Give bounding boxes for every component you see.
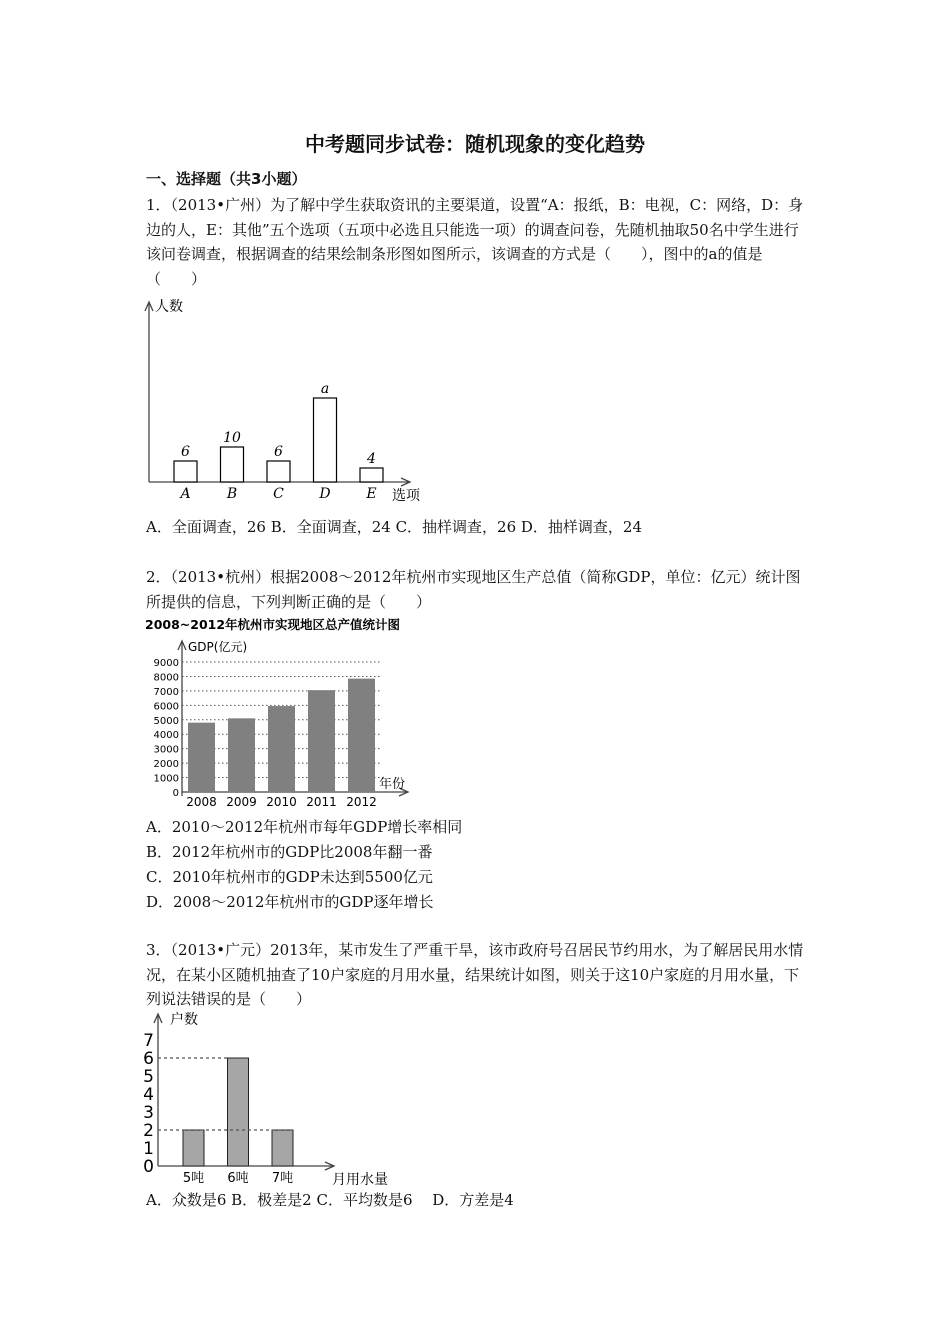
question-2-option-a: A．2010～2012年杭州市每年GDP增长率相同 (146, 818, 463, 836)
y-tick-5000: 5000 (153, 715, 179, 727)
question-2-option-c: C．2010年杭州市的GDP未达到5500亿元 (146, 868, 433, 886)
y-tick-6000: 6000 (153, 701, 179, 713)
x-tick-D: D (319, 486, 331, 502)
x-tick-5吨: 5吨 (182, 1171, 205, 1186)
y-tick-4: 4 (143, 1085, 154, 1105)
x-axis-label: 年份 (379, 777, 406, 792)
bar-2011 (308, 690, 335, 792)
y-tick-9000: 9000 (153, 658, 179, 669)
y-tick-7: 7 (143, 1031, 154, 1051)
bar-2010 (268, 706, 295, 792)
data-label-D: a (320, 381, 330, 397)
bar-B (221, 447, 244, 482)
y-tick-0: 0 (172, 788, 179, 799)
y-axis-label: GDP(亿元) (188, 640, 248, 654)
x-tick-2010: 2010 (266, 795, 297, 809)
question-3-text: 3．（2013•广元）2013年，某市发生了严重干旱，该市政府号召居民节约用水，为了解居民用水情况，在某小区随机抽查了10户家庭的月用水量，结果统计如图，则关于这10户家庭的月用水量，下列说法错误的是（ ） (146, 941, 804, 1008)
y-axis-label: 户数 (170, 1012, 198, 1028)
x-tick-6吨: 6吨 (227, 1171, 249, 1186)
bar-2008 (188, 723, 215, 792)
x-axis-label: 选项 (392, 488, 420, 504)
y-axis-label: 人数 (155, 299, 183, 315)
page-title: 中考题同步试卷：随机现象的变化趋势 (305, 132, 645, 156)
data-label-E: 4 (367, 451, 376, 467)
bar-A (174, 461, 197, 482)
y-tick-4000: 4000 (153, 730, 179, 742)
y-tick-8000: 8000 (153, 672, 179, 684)
x-tick-2008: 2008 (186, 795, 217, 809)
bar-5吨 (183, 1130, 204, 1166)
question-2-text: 2．（2013•杭州）根据2008～2012年杭州市实现地区生产总值（简称GDP，单位：亿元）统计图所提供的信息，下列判断正确的是（ ） (146, 568, 801, 611)
data-label-C: 6 (274, 444, 283, 460)
bar-7吨 (272, 1130, 293, 1166)
y-tick-7000: 7000 (153, 686, 179, 698)
y-tick-0: 0 (143, 1157, 154, 1177)
x-tick-2011: 2011 (306, 795, 337, 809)
data-label-A: 6 (181, 444, 190, 460)
x-tick-C: C (273, 486, 284, 502)
y-tick-2000: 2000 (153, 759, 179, 771)
x-tick-2012: 2012 (346, 795, 377, 809)
y-tick-6: 6 (143, 1049, 154, 1069)
chart-2-gdp-bar-chart (140, 615, 430, 813)
y-tick-5: 5 (143, 1067, 154, 1087)
bar-2009 (228, 718, 255, 792)
y-tick-3: 3 (143, 1103, 154, 1123)
question-2-option-d: D．2008～2012年杭州市的GDP逐年增长 (146, 893, 434, 911)
question-2-option-b: B．2012年杭州市的GDP比2008年翻一番 (146, 843, 433, 861)
data-label-B: 10 (223, 430, 241, 446)
chart-3-water-usage-bar-chart (138, 1010, 408, 1190)
y-tick-1000: 1000 (153, 773, 179, 785)
bar-6吨 (228, 1058, 249, 1166)
bar-2012 (348, 679, 375, 792)
question-1-text: 1．（2013•广州）为了解中学生获取资讯的主要渠道，设置“A：报纸，B：电视，C：网络，D：身边的人，E：其他”五个选项（五项中必选且只能选一项）的调查问卷，先随机抽取50名中学生进行该问卷调查，根据调查的结果绘制条形图如图所示，该调查的方式是（ ），图中的a的值是（ ） (146, 196, 804, 288)
y-tick-3000: 3000 (153, 744, 179, 756)
question-1-options: A．全面调查，26 B．全面调查，24 C．抽样调查，26 D．抽样调查，24 (146, 518, 643, 536)
bar-D (314, 398, 337, 482)
y-tick-1: 1 (143, 1139, 154, 1159)
chart-1-survey-bar-chart (130, 292, 440, 507)
question-3-options: A．众数是6 B．极差是2 C．平均数是6 D．方差是4 (146, 1191, 514, 1209)
x-tick-A: A (180, 486, 191, 502)
x-tick-2009: 2009 (226, 795, 257, 809)
y-tick-2: 2 (143, 1121, 154, 1141)
x-tick-E: E (366, 486, 377, 502)
section-heading: 一、选择题（共3小题） (146, 170, 307, 188)
bar-E (360, 468, 383, 482)
x-tick-7吨: 7吨 (271, 1171, 294, 1186)
x-tick-B: B (226, 486, 238, 502)
bar-C (267, 461, 290, 482)
x-axis-label: 月用水量 (332, 1172, 388, 1188)
chart-title: 2008~2012年杭州市实现地区总产值统计图 (145, 617, 401, 632)
